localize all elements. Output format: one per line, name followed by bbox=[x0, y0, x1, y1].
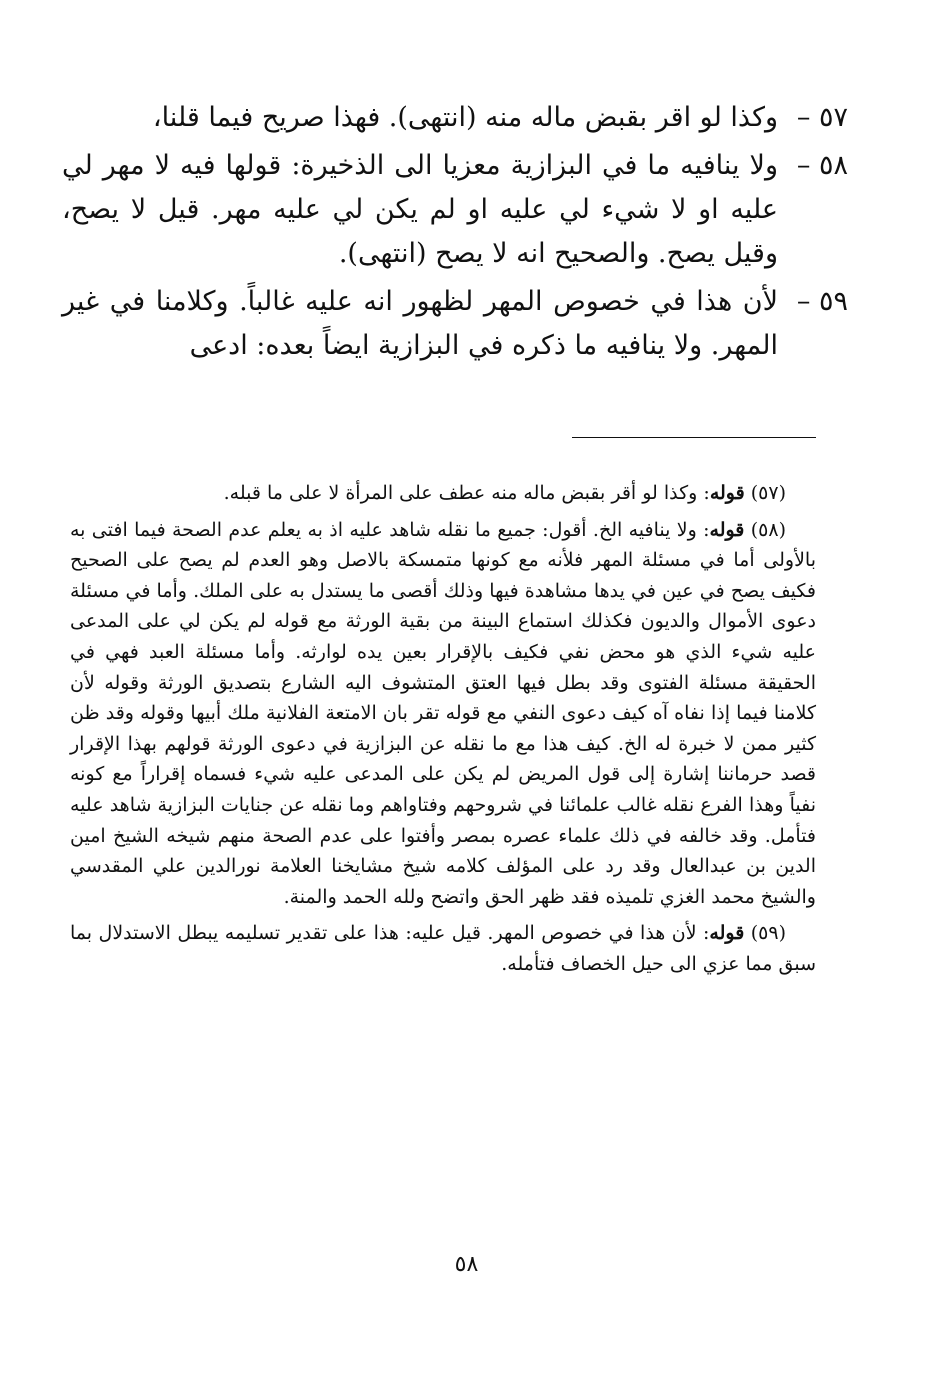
note-keyword: قوله bbox=[709, 922, 745, 945]
main-entry-57 bbox=[62, 96, 848, 140]
note-text: : لأن هذا في خصوص المهر. قيل عليه: هذا على تقدير تسليمه يبطل الاستدلال بما سبق مما عزي الى حيل الخصاف فتأمله. bbox=[70, 922, 816, 975]
note-57 bbox=[70, 478, 816, 509]
entry-number: ٥٩ – bbox=[796, 286, 848, 317]
note-text: : وكذا لو أقر بقبض ماله منه عطف على المرأة لا على ما قبله. bbox=[223, 482, 710, 504]
entry-number: ٥٧ – bbox=[796, 102, 848, 133]
note-keyword: قوله bbox=[709, 518, 745, 541]
footnote-separator bbox=[572, 437, 816, 438]
note-58 bbox=[70, 515, 816, 913]
entry-number: ٥٨ – bbox=[796, 150, 848, 181]
main-text-block bbox=[62, 96, 848, 372]
entry-text: وكذا لو اقر بقبض ماله منه (انتهى). فهذا صريح فيما قلنا، bbox=[152, 102, 778, 133]
entry-text: ولا ينافيه ما في البزازية معزيا الى الذخيرة: قولها فيه لا مهر لي عليه او لا شيء لي عليه او لم يكن لي عليه مهر. قيل لا يصح، وقيل يصح. والصحيح انه لا يصح (انتهى). bbox=[62, 150, 778, 269]
main-entry-59 bbox=[62, 280, 848, 368]
main-entry-58 bbox=[62, 144, 848, 276]
note-keyword: قوله bbox=[709, 482, 745, 504]
entry-text: لأن هذا في خصوص المهر لظهور انه عليه غالباً. وكلامنا في غير المهر. ولا ينافيه ما ذكره في البزازية ايضاً بعده: ادعى bbox=[62, 286, 778, 361]
commentary-notes bbox=[70, 478, 816, 986]
note-number: (٥٧) bbox=[750, 482, 786, 504]
note-59 bbox=[70, 918, 816, 979]
note-number: (٥٩) bbox=[750, 922, 786, 945]
note-number: (٥٨) bbox=[750, 518, 786, 541]
note-text: : ولا ينافيه الخ. أقول: جميع ما نقله شاهد عليه اذ به يعلم عدم الصحة فيما افتى به بالأولى أما في مسئلة المهر فلأنه مع كونها متمسكة بالاصل وهو العدم لم يصح على الصحيح فكيف يصح في عين في يدها مشاهدة فيها وذلك أقصى ما يستدل به على الملك. وأما في مسئلة دعوى الأموال والديون فكذلك استماع البينة من بقية الورثة مع قوله لم يكن لي على المدعى عليه شيء الذي هو محض نفي فكيف بالإقرار بعين يده لوارثه. وأما مسئلة العبد فهي في الحقيقة مسئلة الفتوى وقد بطل فيها العتق المتشوف اليه الشارع بتصديق الورثة وقوله لأن كلامنا فيما إذا نفاه آه كيف دعوى النفي مع قوله تقر بان الامتعة الفلانية ملك أبيها وقوله وقد ظن كثير ممن لا خبرة له الخ. كيف هذا مع ما نقله عن البزازية في دعوى الورثة قولهم بهذا الإقرار قصد حرماننا إشارة إلى قول المريض لم يكن على المدعى عليه شيء فسماه إقراراً مع كونه نفياً وهذا الفرع نقله غالب علمائنا في شروحهم وفتاواهم وما نقله عن جنايات البزازية شاهد عليه فتأمل. وقد خالفه في ذلك علماء عصره بمصر وأفتوا على عدم الصحة منهم شيخه الشيخ امين الدين بن عبدالعال وقد رد على المؤلف كلامه شيخ مشايخنا العلامة نورالدين علي المقدسي والشيخ محمد الغزي تلميذه فقد ظهر الحق واتضح ولله الحمد والمنة. bbox=[70, 518, 816, 908]
page-number: ٥٨ bbox=[454, 1252, 479, 1277]
